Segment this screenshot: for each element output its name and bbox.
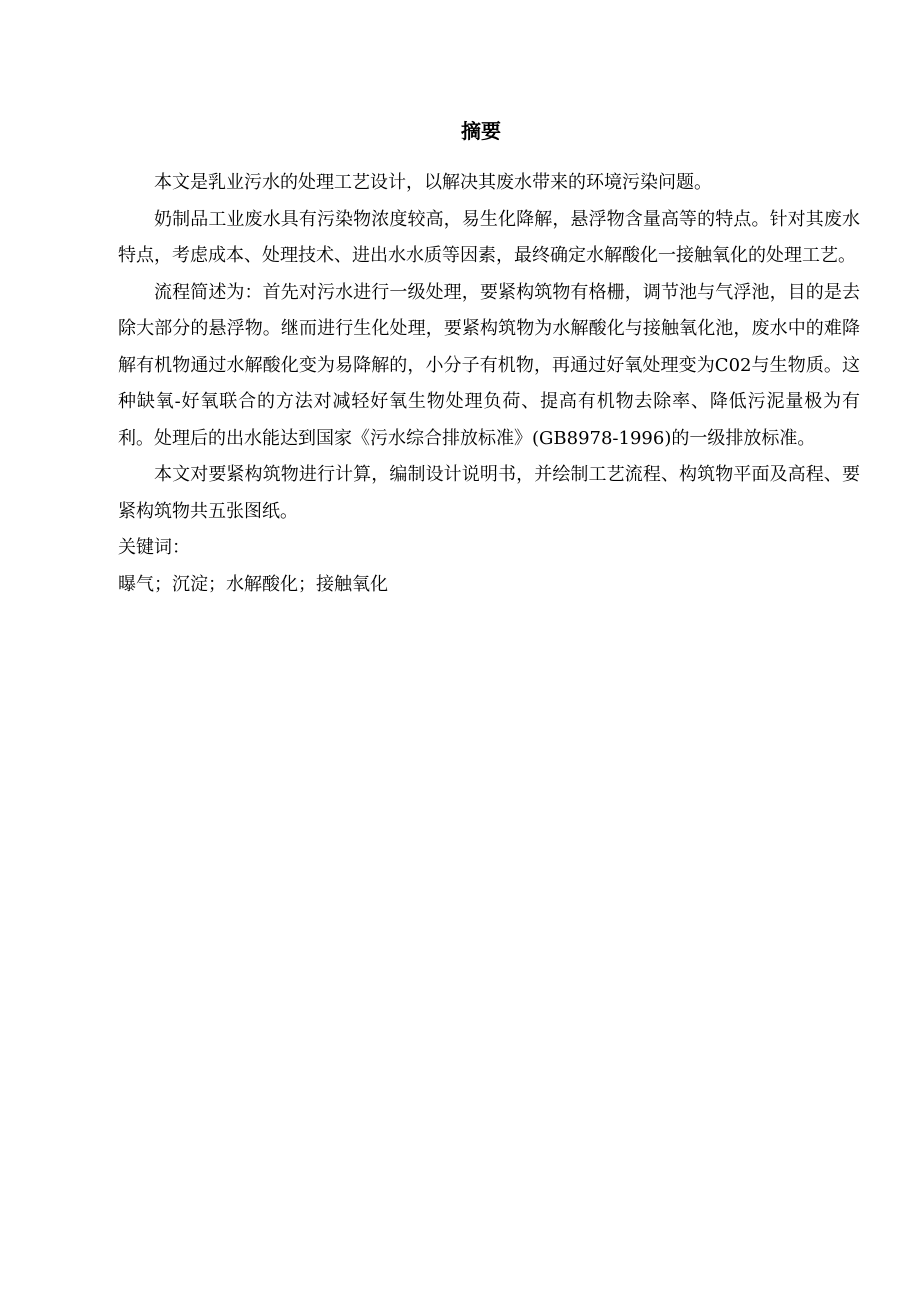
keywords-list: 曝气；沉淀；水解酸化；接触氧化	[118, 573, 388, 595]
paragraph-calculation: 本文对要紧构筑物进行计算，编制设计说明书，并绘制工艺流程、构筑物平面及高程、要紧构筑物共五张图纸。	[118, 464, 860, 522]
paragraph-characteristics: 奶制品工业废水具有污染物浓度较高，易生化降解，悬浮物含量高等的特点。针对其废水特点，考虑成本、处理技术、进出水水质等因素，最终确定水解酸化一接触氧化的处理工艺。	[118, 208, 860, 266]
paragraph-process: 流程简述为：首先对污水进行一级处理，要紧构筑物有格栅，调节池与气浮池，目的是去除大部分的悬浮物。继而进行生化处理，要紧构筑物为水解酸化与接触氧化池，废水中的难降解有机物通过水解酸化变为易降解的，小分子有机物，再通过好氧处理变为C02与生物质。这种缺氧-好氧联合的方法对减轻好氧生物处理负荷、提高有机物去除率、降低污泥量极为有利。处理后的出水能达到国家《污水综合排放标准》(GB8978-1996)的一级排放标准。	[118, 281, 860, 449]
page-title: 摘要	[461, 119, 501, 143]
keywords-label: 关键词：	[118, 537, 190, 558]
abstract-body	[118, 165, 860, 603]
paragraph-intro: 本文是乳业污水的处理工艺设计，以解决其废水带来的环境污染问题。	[154, 172, 712, 193]
